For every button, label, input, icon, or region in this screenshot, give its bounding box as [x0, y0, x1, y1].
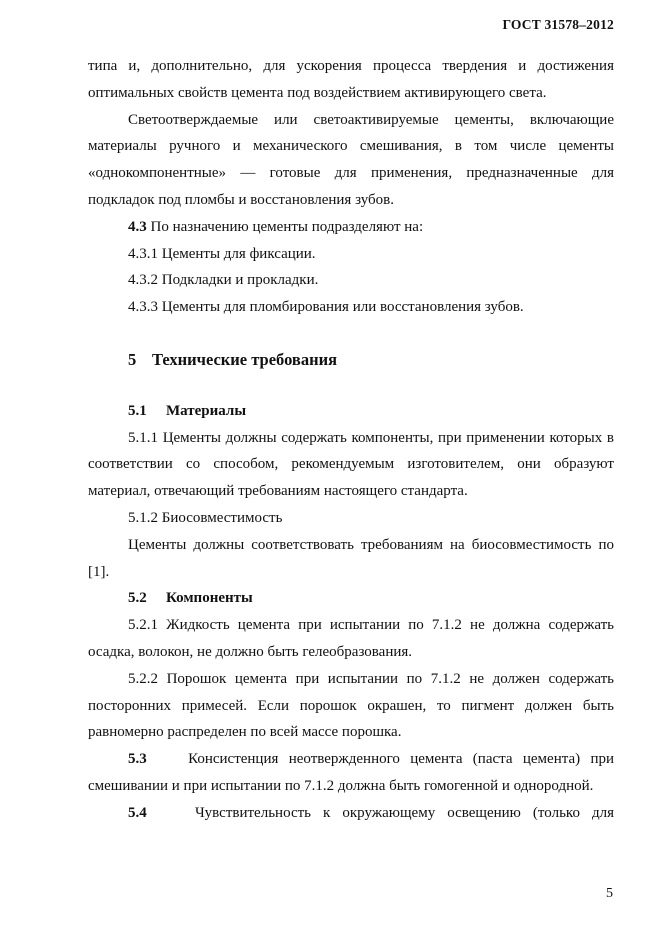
subsection-heading-5-2: [128, 585, 614, 612]
page-content: [88, 53, 614, 827]
subsection-number: 5.1: [128, 402, 147, 419]
clause-5-2-1: 5.2.1 Жидкость цемента при испытании по 7.1.2 не должна содержать осадка, волокон, не должно быть гелеобразования.: [88, 617, 614, 660]
paragraph-continuation: типа и, дополнительно, для ускорения процесса твердения и достижения оптимальных свойств цемента под воздействием активирующего света.: [88, 58, 614, 101]
section-heading-5: [128, 347, 614, 374]
clause-text: Чувствительность к окружающему освещению (только для: [194, 804, 615, 821]
subsection-number: 5.2: [128, 590, 147, 607]
subsection-title: Материалы: [166, 402, 247, 419]
clause-4-3-2: 4.3.2 Подкладки и прокладки.: [128, 272, 319, 289]
clause-4-3-3: 4.3.3 Цементы для пломбирования или восстановления зубов.: [128, 299, 524, 316]
paragraph-light-cured: Светоотверждаемые или светоактивируемые цементы, включающие материалы ручного и механического смешивания, в том числе цементы «однокомпонентные» — готовые для применения, предназначенные для подкладок под пломбы и восстановления зубов.: [88, 111, 614, 208]
clause-number: 5.4: [128, 804, 147, 821]
clause-5-3: [88, 746, 614, 800]
clause-5-2-2: 5.2.2 Порошок цемента при испытании по 7.1.2 не должен содержать посторонних примесей. Если порошок окрашен, то пигмент должен быть равномерно распределен по всей массе порошка.: [88, 670, 614, 741]
page-number: 5: [606, 886, 613, 901]
section-number: 5: [128, 349, 137, 369]
subsection-heading-5-1: [128, 398, 614, 425]
clause-4-3-1: 4.3.1 Цементы для фиксации.: [128, 245, 316, 262]
clause-text: По назначению цементы подразделяют на:: [146, 218, 424, 235]
clause-5-1-1: 5.1.1 Цементы должны содержать компоненты, при применении которых в соответствии со способом, рекомендуемым изготовителем, они образуют материал, отвечающий требованиям настоящего стандарта.: [88, 429, 614, 500]
subsection-title: Компоненты: [166, 590, 253, 607]
clause-5-1-2: 5.1.2 Биосовместимость: [128, 509, 283, 526]
clause-text: Консистенция неотвержденного цемента (паста цемента) при смешивании и при испытании по 7.1.2 должна быть гомогенной и однородной.: [88, 751, 614, 794]
clause-number: 5.3: [128, 751, 147, 768]
clause-4-3: [88, 214, 614, 241]
clause-number: 4.3: [128, 218, 147, 235]
clause-5-4: [88, 800, 614, 827]
section-title: Технические требования: [152, 349, 338, 369]
document-header: ГОСТ 31578–2012: [502, 17, 614, 32]
clause-5-1-2-text: Цементы должны соответствовать требованиям на биосовместимость по [1].: [88, 536, 614, 580]
